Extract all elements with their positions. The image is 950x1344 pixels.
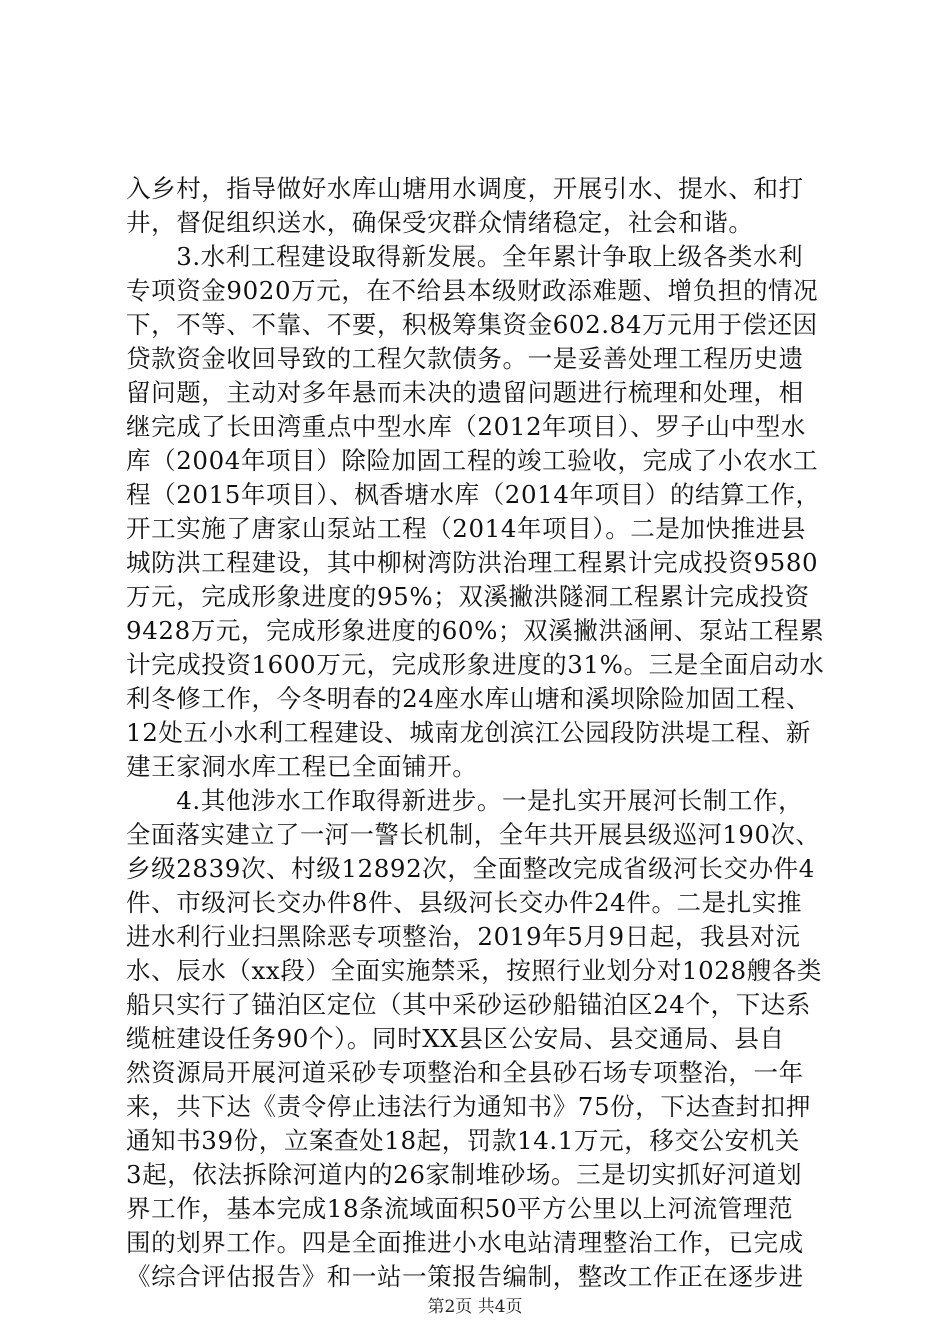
text-line: 入乡村，指导做好水库山塘用水调度，开展引水、提水、和打 [126, 174, 804, 203]
text-line: 进水利行业扫黑除恶专项整治，2019年5月9日起，我县对沅 [126, 922, 801, 951]
text-line: 万元，完成形象进度的95%；双溪撇洪隧洞工程累计完成投资 [126, 582, 810, 611]
text-line: 下，不等、不靠、不要，积极筹集资金602.84万元用于偿还因 [126, 310, 818, 339]
text-line: 计完成投资1600万元，完成形象进度的31%。三是全面启动水 [126, 650, 825, 679]
text-line: 然资源局开展河道采砂专项整治和全县砂石场专项整治，一年 [126, 1058, 804, 1087]
text-line: 船只实行了锚泊区定位（其中采砂运砂船锚泊区24个，下达系 [126, 990, 811, 1019]
text-line: 井，督促组织送水，确保受灾群众情绪稳定，社会和谐。 [126, 208, 754, 237]
text-line: 水、辰水（xx段）全面实施禁采，按照行业划分对1028艘各类 [126, 956, 822, 985]
text-line: 4.其他涉水工作取得新进步。一是扎实开展河长制工作， [126, 786, 804, 815]
text-line: 城防洪工程建设，其中柳树湾防洪治理工程累计完成投资9580 [126, 548, 819, 577]
text-line: 留问题，主动对多年悬而未决的遗留问题进行梳理和处理，相 [126, 378, 804, 407]
text-line: 9428万元，完成形象进度的60%；双溪撇洪涵闸、泵站工程累 [126, 616, 825, 645]
text-line: 继完成了长田湾重点中型水库（2012年项目）、罗子山中型水 [126, 412, 806, 441]
page-footer: 第2页 共4页 [427, 1297, 523, 1317]
text-line: 全面落实建立了一河一警长机制，全年共开展县级巡河190次、 [126, 820, 821, 849]
text-line: 专项资金9020万元，在不给县本级财政添难题、增负担的情况 [126, 276, 819, 305]
text-line: 《综合评估报告》和一站一策报告编制，整改工作正在逐步进 [126, 1262, 804, 1291]
text-line: 缆桩建设任务90个）。同时XX县区公安局、县交通局、县自 [126, 1024, 785, 1053]
text-line: 3.水利工程建设取得新发展。全年累计争取上级各类水利 [126, 242, 804, 271]
text-line: 库（2004年项目）除险加固工程的竣工验收，完成了小农水工 [126, 446, 819, 475]
text-line: 3起，依法拆除河道内的26家制堆砂场。三是切实抓好河道划 [126, 1160, 803, 1189]
text-line: 界工作，基本完成18条流域面积50平方公里以上河流管理范 [126, 1194, 794, 1223]
text-line: 利冬修工作，今冬明春的24座水库山塘和溪坝除险加固工程、 [126, 684, 811, 713]
text-line: 程（2015年项目）、枫香塘水库（2014年项目）的结算工作， [126, 480, 821, 509]
text-line: 通知书39份，立案查处18起，罚款14.1万元，移交公安机关 [126, 1126, 800, 1155]
text-line: 开工实施了唐家山泵站工程（2014年项目）。二是加快推进县 [126, 514, 806, 543]
text-line: 件、市级河长交办件8件、县级河长交办件24件。二是扎实推 [126, 888, 803, 917]
text-line: 12处五小水利工程建设、城南龙创滨江公园段防洪堤工程、新 [126, 718, 811, 747]
text-line: 建王家洞水库工程已全面铺开。 [126, 752, 478, 781]
text-line: 围的划界工作。四是全面推进小水电站清理整治工作，已完成 [126, 1228, 804, 1257]
text-line: 贷款资金收回导致的工程欠款债务。一是妥善处理工程历史遗 [126, 344, 804, 373]
text-line: 乡级2839次、村级12892次，全面整改完成省级河长交办件4 [126, 854, 815, 883]
text-line: 来，共下达《责令停止违法行为通知书》75份，下达查封扣押 [126, 1092, 811, 1121]
